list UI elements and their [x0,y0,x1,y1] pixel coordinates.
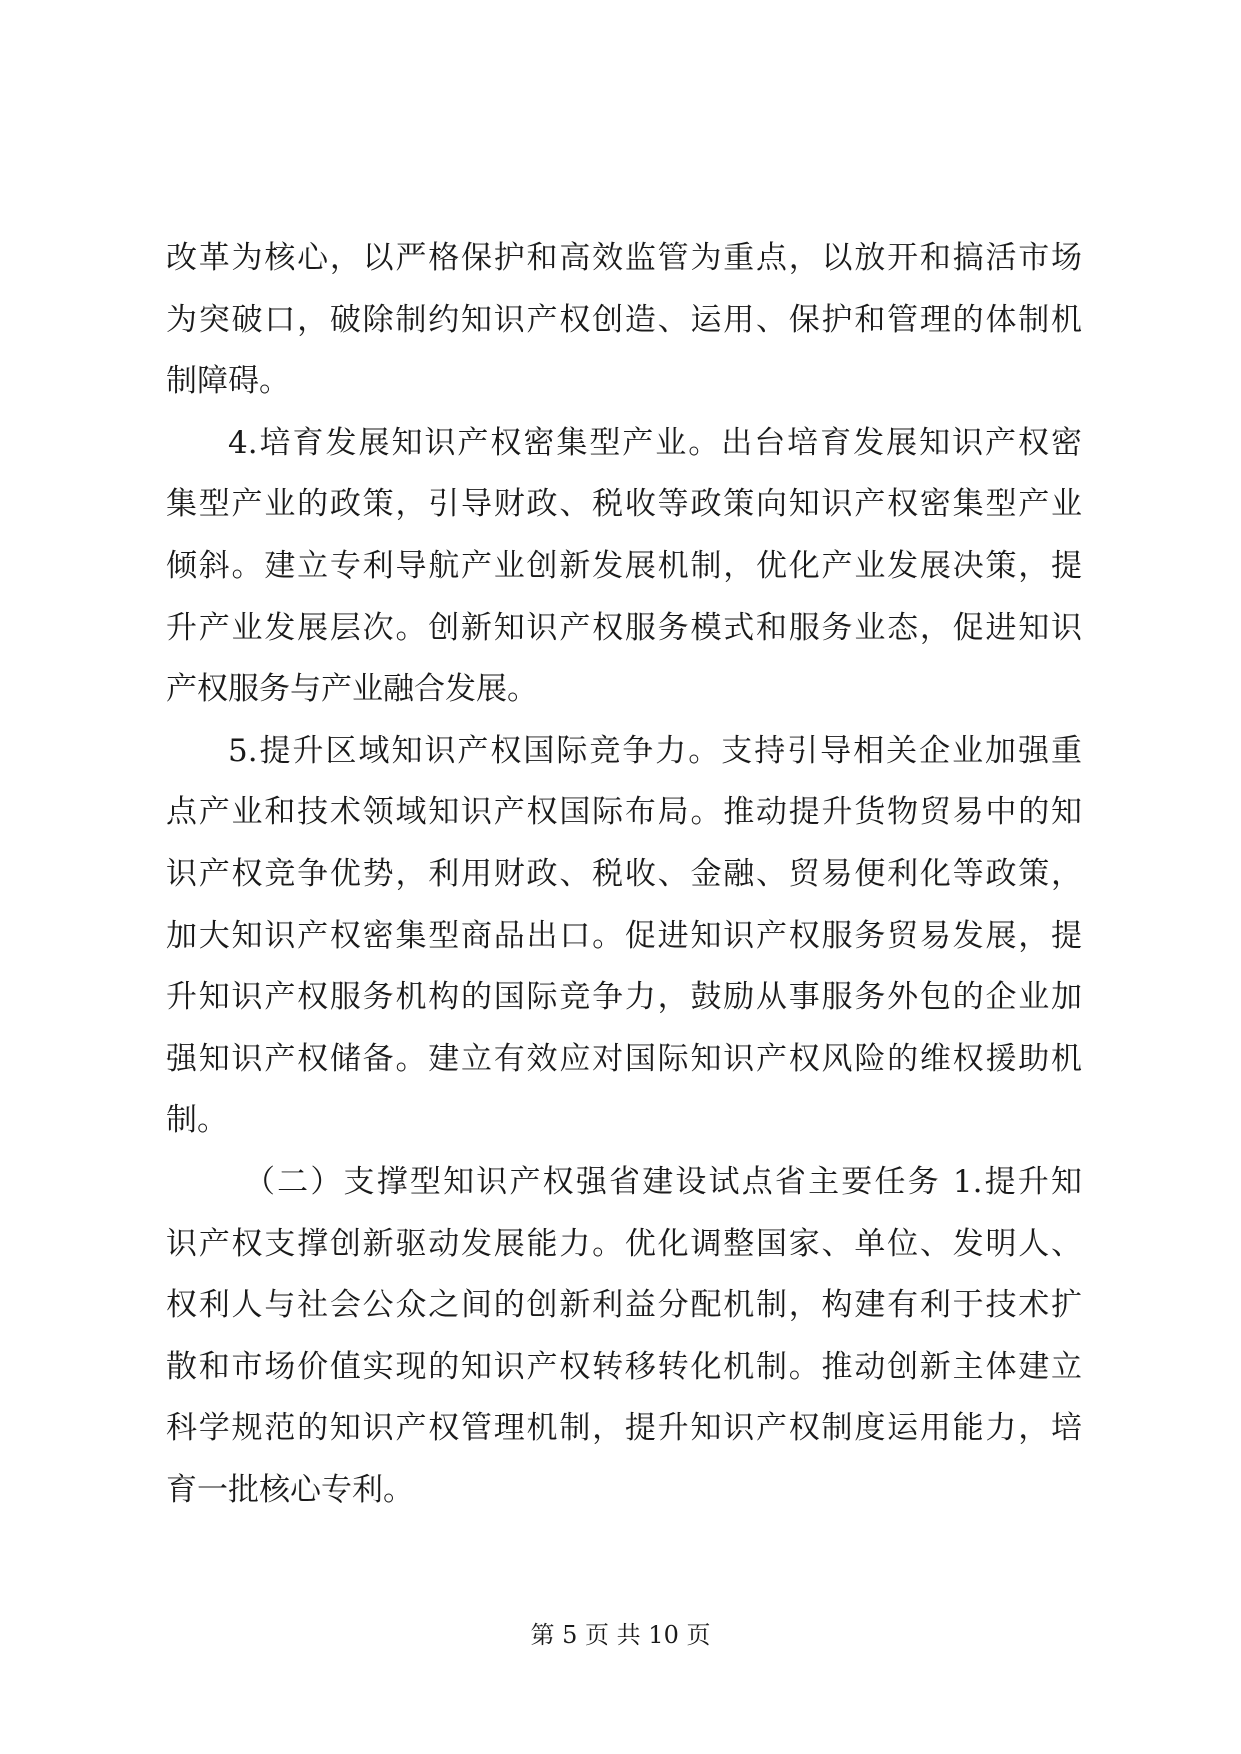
text-line: 升知识产权服务机构的国际竞争力，鼓励从事服务外包的企业加 [166,979,1082,1016]
text-line: 制障碍。 [166,363,290,400]
text-line: 5.提升区域知识产权国际竞争力。支持引导相关企业加强重 [228,732,1082,769]
text-line: 点产业和技术领域知识产权国际布局。推动提升货物贸易中的知 [166,794,1082,831]
text-line: 倾斜。建立专利导航产业创新发展机制，优化产业发展决策，提 [166,547,1082,584]
page-number-footer: 第 5 页 共 10 页 [530,1621,711,1649]
text-line: 4.培育发展知识产权密集型产业。出台培育发展知识产权密 [228,424,1082,461]
text-line: 为突破口，破除制约知识产权创造、运用、保护和管理的体制机 [166,301,1082,338]
text-line: 科学规范的知识产权管理机制，提升知识产权制度运用能力，培 [166,1410,1082,1447]
text-line: 产权服务与产业融合发展。 [166,671,538,708]
text-line: 改革为核心，以严格保护和高效监管为重点，以放开和搞活市场 [166,240,1082,276]
text-line: 制。 [166,1102,228,1139]
paragraph [166,721,1082,1152]
text-line: 强知识产权储备。建立有效应对国际知识产权风险的维权援助机 [166,1040,1082,1077]
paragraph [166,413,1082,721]
text-line: 散和市场价值实现的知识产权转移转化机制。推动创新主体建立 [166,1348,1082,1385]
text-line: 育一批核心专利。 [166,1471,414,1508]
paragraph [166,228,1082,413]
text-line: 识产权竞争优势，利用财政、税收、金融、贸易便利化等政策， [166,855,1082,892]
text-line: （二）支撑型知识产权强省建设试点省主要任务 1.提升知 [244,1163,1082,1200]
text-line: 集型产业的政策，引导财政、税收等政策向知识产权密集型产业 [166,486,1082,523]
paragraph [166,1152,1082,1522]
text-line: 权利人与社会公众之间的创新利益分配机制，构建有利于技术扩 [166,1287,1082,1324]
text-line: 识产权支撑创新驱动发展能力。优化调整国家、单位、发明人、 [166,1225,1082,1262]
text-line: 加大知识产权密集型商品出口。促进知识产权服务贸易发展，提 [166,917,1082,954]
text-line: 升产业发展层次。创新知识产权服务模式和服务业态，促进知识 [166,609,1082,646]
document-body [166,228,1082,1521]
